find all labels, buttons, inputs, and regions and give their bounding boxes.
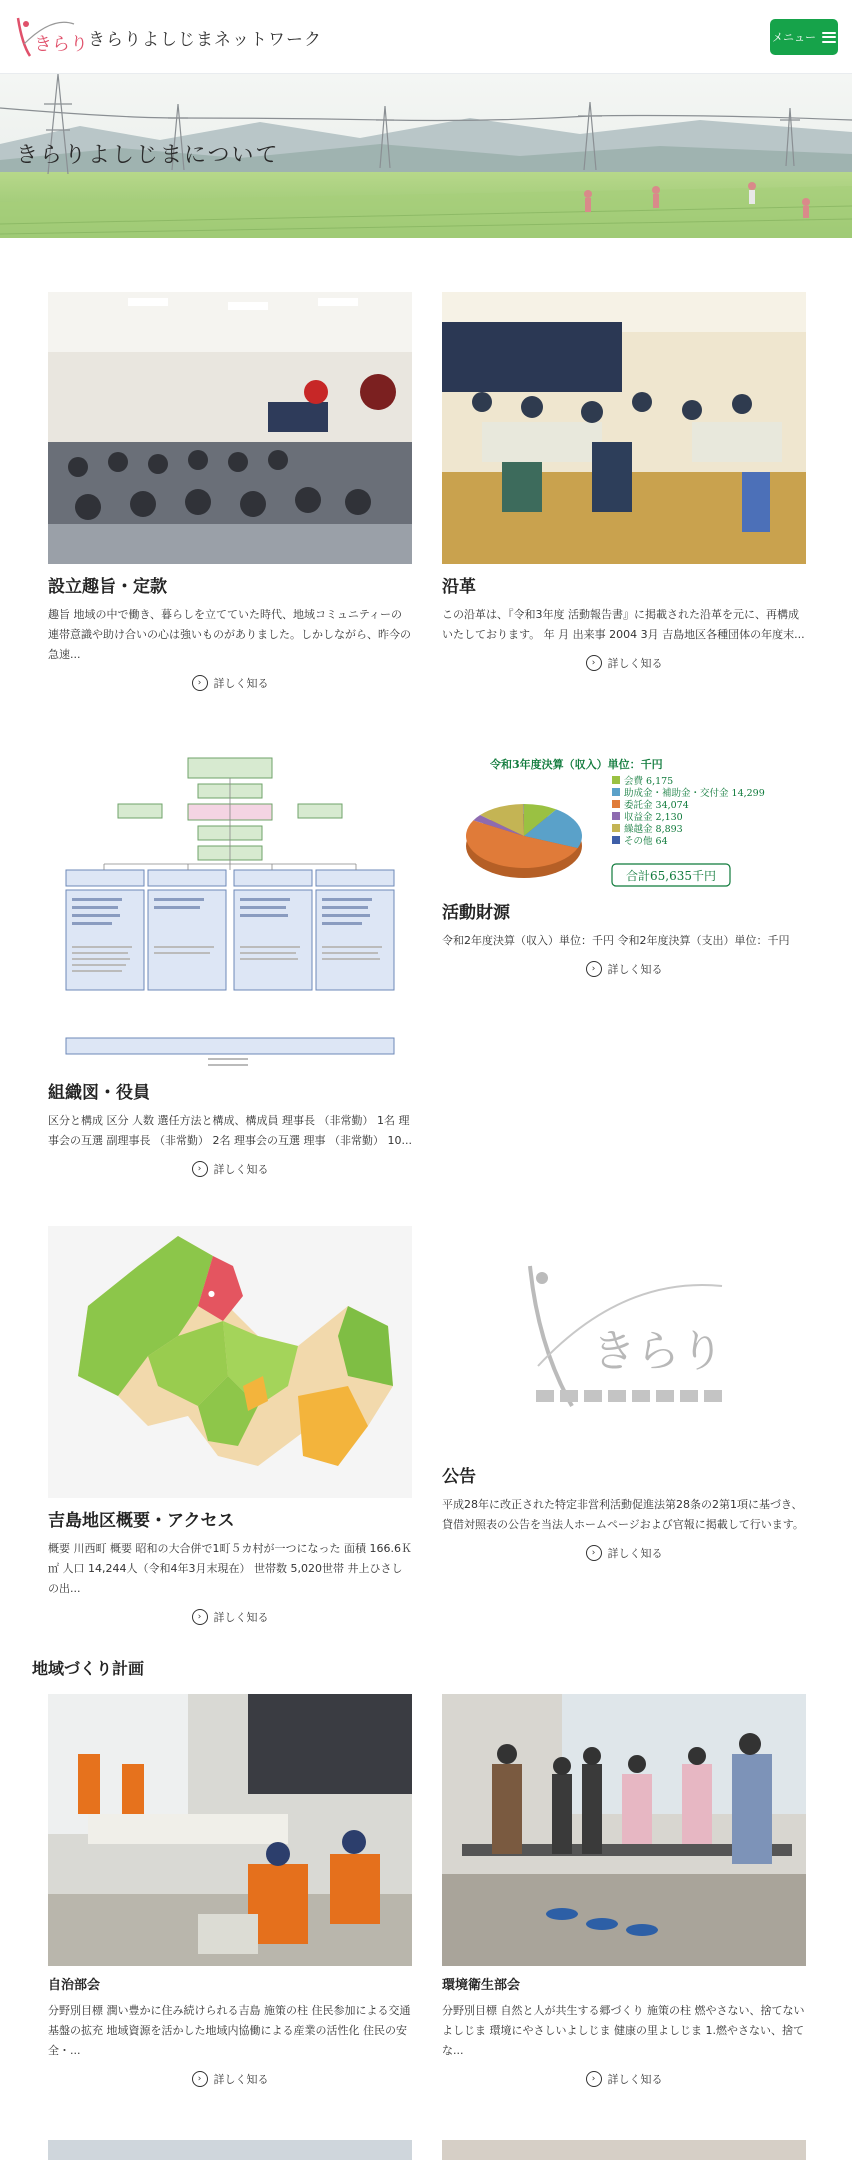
menu-button[interactable] (770, 19, 838, 55)
card-history[interactable] (442, 292, 806, 671)
legend-label: その他 64 (624, 836, 668, 847)
card-self-governance[interactable] (48, 1694, 412, 2087)
legend-label: 繰越金 8,893 (624, 824, 683, 835)
workshop-photo (442, 292, 806, 564)
card-excerpt: 概要 川西町 概要 昭和の大合併で1町５カ村が一つになった 面積 166.6Ｋ㎡ 人口 14,244人（令和4年3月末現在） 世帯数 5,020世帯 井上ひさしの出... (48, 1542, 412, 1595)
page-title: きらりよしじまについて (16, 143, 280, 168)
read-more-label: 詳しく知る (607, 2073, 663, 2086)
card-title: 設立趣旨・定款 (48, 577, 167, 597)
card-finance[interactable] (442, 746, 806, 977)
legend-label: 収益金 2,130 (624, 812, 683, 823)
placeholder-logo-text: きらり (592, 1326, 724, 1377)
read-more-label: 詳しく知る (607, 657, 663, 670)
site-logo-link[interactable] (12, 14, 322, 60)
read-more-label: 詳しく知る (213, 677, 269, 690)
menu-label: メニュー (772, 31, 816, 44)
read-more-link[interactable] (442, 655, 806, 671)
card-excerpt: 分野別目標 自然と人が共生する郷づくり 施策の柱 燃やさない、捨てないよしじま 環境にやさしいよしじま 健康の里よしじま 1.燃やさない、捨てな... (442, 2004, 805, 2057)
card-organization[interactable] (48, 746, 412, 1177)
chevron-right-icon: › (586, 961, 602, 977)
legend-swatch (612, 824, 620, 832)
site-name: きらりよしじまネットワーク (88, 29, 322, 50)
card-environment-health[interactable] (442, 1694, 806, 2087)
legend-label: 会費 6,175 (624, 776, 674, 787)
chart-title: 令和3年度決算（収入）単位：千円 (490, 758, 663, 771)
card-excerpt: 令和2年度決算（収入）単位：千円 令和2年度決算（支出）単位：千円 (442, 934, 790, 947)
legend-swatch (612, 788, 620, 796)
read-more-label: 詳しく知る (607, 1547, 663, 1560)
legend-swatch (612, 836, 620, 844)
chevron-right-icon: › (192, 2071, 208, 2087)
next-card-thumbnail[interactable] (48, 2140, 412, 2160)
card-title: 組織図・役員 (48, 1083, 150, 1103)
read-more-link[interactable] (48, 675, 412, 691)
site-header (0, 0, 852, 74)
chevron-right-icon: › (586, 2071, 602, 2087)
card-excerpt: 分野別目標 潤い豊かに住み続けられる吉島 施策の柱 住民参加による交通基盤の拡充 地域資源を活かした地域内協働による産業の活性化 住民の安全・... (48, 2004, 411, 2057)
svg-text:●: ● (208, 1289, 215, 1298)
chevron-right-icon: › (586, 655, 602, 671)
hero-banner (0, 74, 852, 238)
chevron-right-icon: › (586, 1545, 602, 1561)
read-more-label: 詳しく知る (213, 1163, 269, 1176)
pie-chart (442, 746, 806, 906)
read-more-link[interactable] (48, 1609, 412, 1625)
card-excerpt: 区分と構成 区分 人数 選任方法と構成、構成員 理事長 （非常勤） 1名 理事会の互選 副理事長 （非常勤） 2名 理事会の互選 理事 （非常勤） 10... (48, 1114, 412, 1147)
card-excerpt: 趣旨 地域の中で働き、暮らしを立てていた時代、地域コミュニティーの連帯意識や助け合いの心は強いものがありました。しかしながら、昨今の急速... (48, 608, 411, 661)
safety-workshop-photo (48, 1694, 412, 1966)
read-more-link[interactable] (48, 1161, 412, 1177)
chevron-right-icon: › (192, 675, 208, 691)
card-excerpt: この沿革は、『令和3年度 活動報告書』に掲載された沿革を元に、再構成いたしております。 年 月 出来事 2004 3月 吉島地区各種団体の年度末... (442, 608, 805, 641)
svg-text:きらり: きらり (34, 34, 88, 55)
meeting-hall-photo (48, 292, 412, 564)
org-chart-diagram (48, 746, 412, 1070)
finance-chart (442, 746, 806, 906)
read-more-label: 詳しく知る (607, 963, 663, 976)
chevron-right-icon: › (192, 1161, 208, 1177)
card-title: 吉島地区概要・アクセス (48, 1511, 235, 1531)
legend-swatch (612, 812, 620, 820)
read-more-link[interactable] (48, 2071, 412, 2087)
hamburger-icon (822, 32, 836, 43)
read-more-label: 詳しく知る (213, 1611, 269, 1624)
card-public-notice[interactable] (442, 1226, 806, 1561)
next-card-thumbnail[interactable] (442, 2140, 806, 2160)
section-title-plan: 地域づくり計画 (32, 1659, 145, 1678)
card-title: 環境衛生部会 (442, 1978, 521, 1993)
cleanup-activity-photo (442, 1694, 806, 1966)
read-more-link[interactable] (442, 1545, 806, 1561)
legend-label: 委託金 34,074 (624, 800, 689, 811)
card-excerpt: 平成28年に改正された特定非営利活動促進法第28条の2第1項に基づき、貸借対照表の公告を当法人ホームページおよび官報に掲載して行います。 (442, 1498, 804, 1531)
total-label: 合計65,635千円 (626, 869, 716, 883)
chevron-right-icon: › (192, 1609, 208, 1625)
district-map (48, 1226, 412, 1498)
kirari-logo-icon (12, 14, 88, 60)
card-title: 公告 (442, 1467, 476, 1487)
card-establishment[interactable] (48, 292, 412, 691)
legend-label: 助成金・補助金・交付金 14,299 (624, 788, 765, 799)
card-title: 自治部会 (48, 1978, 101, 1993)
read-more-label: 詳しく知る (213, 2073, 269, 2086)
legend-swatch (612, 776, 620, 784)
card-title: 沿革 (442, 577, 476, 597)
read-more-link[interactable] (442, 2071, 806, 2087)
card-area-access[interactable] (48, 1226, 412, 1625)
card-title: 活動財源 (442, 903, 510, 923)
kirari-placeholder-logo (442, 1226, 806, 1454)
read-more-link[interactable] (442, 961, 806, 977)
legend-swatch (612, 800, 620, 808)
